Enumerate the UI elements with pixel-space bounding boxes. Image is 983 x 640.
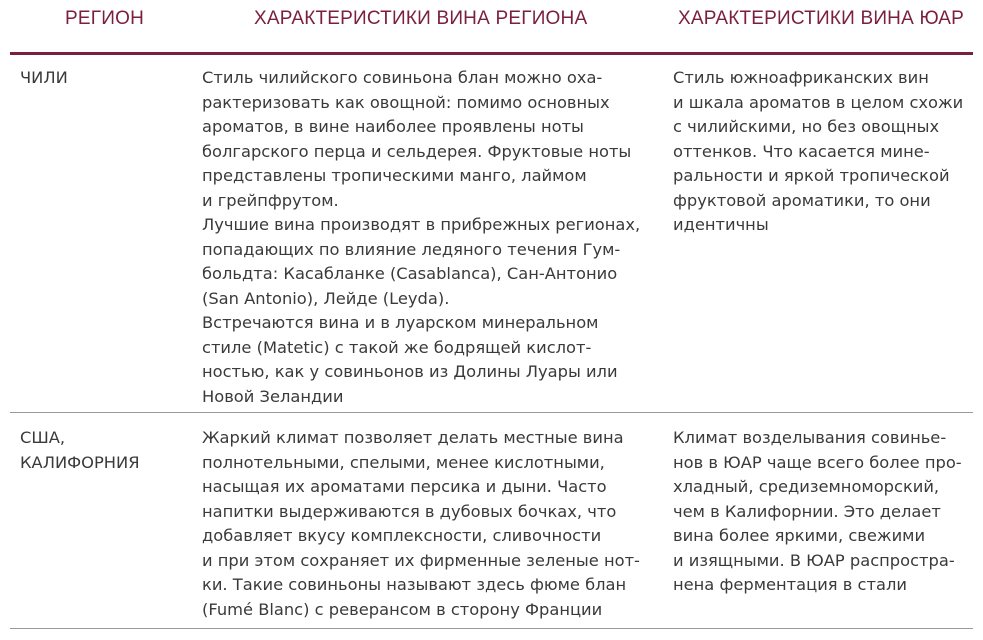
- row-usa-region: США, КАЛИФОРНИЯ: [20, 428, 140, 472]
- row-usa-south-africa: Климат возделывания совинье- нов в ЮАР чаще всего более про- хладный, средиземноморский, чем в Калифорнии. Это делает вина более яркими, свежими и изящными. В ЮАР распростра- нена ферментация в стали: [673, 428, 962, 594]
- row-chile-south-africa: Стиль южноафриканских вин и шкала ароматов в целом схожи с чилийскими, но без овощных оттенков. Что касается мине- ральности и яркой тропической фруктовой ароматики, то они идентичны: [673, 68, 964, 234]
- header-region-characteristics: ХАРАКТЕРИСТИКИ ВИНА РЕГИОНА: [254, 8, 588, 29]
- header-south-africa-characteristics: ХАРАКТЕРИСТИКИ ВИНА ЮАР: [678, 8, 964, 29]
- header-divider: [10, 52, 973, 55]
- table-bottom-divider: [10, 628, 973, 629]
- row-chile-region: ЧИЛИ: [20, 68, 68, 87]
- row-chile-characteristics: Стиль чилийского совиньона блан можно оха- рактеризовать как овощной: помимо основных ароматов, в вине наиболее проявлены ноты болгарского перца и сельдерея. Фруктовые ноты представлены тропическими манго, лаймом и грейпфрутом. Лучшие вина производят в прибрежных регионах, попадающих по влияние ледяного течения Гум- больдта: Касабланке (Casablanca), Сан-Антонио (San Antonio), Лейде (Leyda). Встречаются вина и в луарском минеральном стиле (Matetic) с такой же бодрящей кислот- ностью, как у совиньонов из Долины Луары или Новой Зеландии: [202, 68, 641, 406]
- row-usa-characteristics: Жаркий климат позволяет делать местные вина полнотельными, спелыми, менее кислотными, насыщая их ароматами персика и дыни. Часто напитки выдерживаются в дубовых бочках, что добавляет вкусу комплексности, сливочности и при этом сохраняет их фирменные зеленые нот- ки. Такие совиньоны называют здесь фюме блан (Fumé Blanc) с реверансом в сторону Франции: [202, 428, 640, 619]
- table-header: [0, 0, 983, 54]
- header-region: РЕГИОН: [65, 8, 144, 29]
- row-divider: [10, 412, 973, 413]
